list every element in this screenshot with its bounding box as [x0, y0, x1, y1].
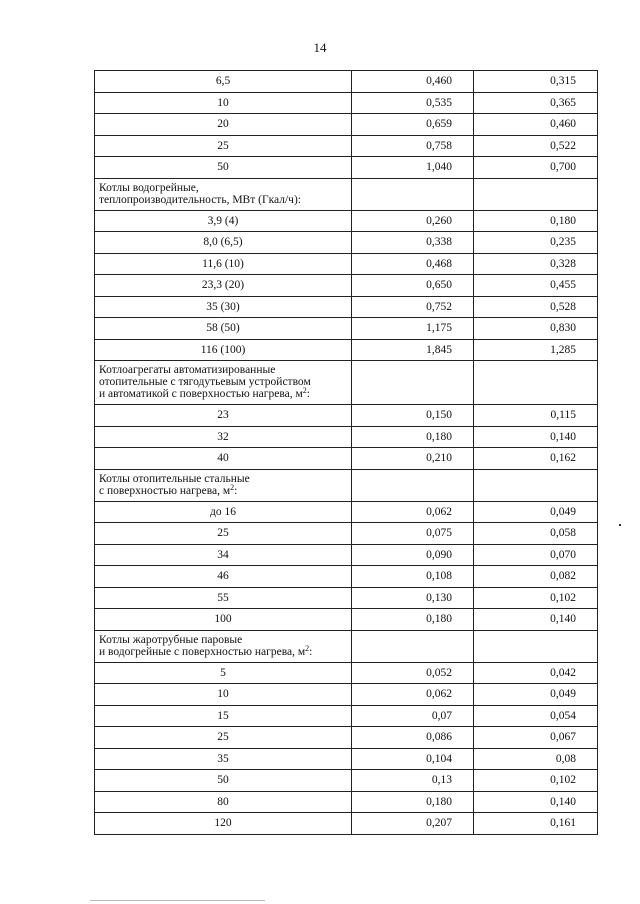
section-header-line: теплопроизводительность, МВт (Гкал/ч): [99, 193, 301, 206]
value-cell-col3: 0,140 [474, 609, 598, 631]
section-header-tail: : [234, 484, 238, 497]
section-header-line: с поверхностью нагрева, м [99, 484, 231, 497]
value-cell-col3: 0,180 [474, 210, 598, 232]
row-label-cell: 6,5 [95, 71, 352, 93]
section-header-row [95, 361, 598, 405]
value-cell-col3: 0,054 [474, 705, 598, 727]
value-cell-col3: 0,058 [474, 523, 598, 545]
value-cell-col2: 0,535 [352, 92, 474, 114]
row-label-cell: до 16 [95, 501, 352, 523]
value-cell-col3: 0,522 [474, 135, 598, 157]
row-label-cell: 25 [95, 135, 352, 157]
value-cell-col3: 0,082 [474, 566, 598, 588]
row-label-cell: 55 [95, 587, 352, 609]
row-label-cell: 10 [95, 684, 352, 706]
value-cell-col3: 0,365 [474, 92, 598, 114]
unit-superscript: 2 [302, 386, 307, 395]
section-header-row [95, 178, 598, 210]
section-header-line: и автоматикой с поверхностью нагрева, м [99, 388, 303, 400]
row-label-cell: 25 [95, 523, 352, 545]
row-label-cell: 50 [95, 770, 352, 792]
page-number: 14 [313, 40, 327, 55]
table-row [95, 813, 598, 835]
row-label-cell: 35 [95, 748, 352, 770]
value-cell-col3: 0,455 [474, 275, 598, 297]
section-header-label [95, 361, 352, 405]
value-cell-col3: 0,315 [474, 71, 598, 93]
value-cell-col2: 0,104 [352, 748, 474, 770]
table-row [95, 727, 598, 749]
value-cell-col2: 0,052 [352, 662, 474, 684]
section-header-tail: : [306, 388, 310, 400]
value-cell-col2: 0,180 [352, 426, 474, 448]
row-label-cell: 46 [95, 566, 352, 588]
value-cell-col2: 0,13 [352, 770, 474, 792]
unit-superscript: 2 [305, 643, 310, 653]
table-row [95, 448, 598, 470]
value-cell-col2: 0,180 [352, 609, 474, 631]
table-row [95, 232, 598, 254]
row-label-cell: 34 [95, 544, 352, 566]
value-cell-col3: 0,049 [474, 684, 598, 706]
value-cell-col3: 0,042 [474, 662, 598, 684]
row-label-cell: 11,6 (10) [95, 253, 352, 275]
row-label-cell: 23 [95, 405, 352, 427]
value-cell-col2: 0,752 [352, 296, 474, 318]
table-row [95, 587, 598, 609]
value-cell-col2: 0,207 [352, 813, 474, 835]
row-label-cell: 58 (50) [95, 318, 352, 340]
value-cell-col2: 0,150 [352, 405, 474, 427]
value-cell-col2: 0,086 [352, 727, 474, 749]
value-cell-col2: 0,062 [352, 501, 474, 523]
table-row [95, 426, 598, 448]
row-label-cell: 32 [95, 426, 352, 448]
table-row [95, 71, 598, 93]
table-row [95, 748, 598, 770]
row-label-cell: 35 (30) [95, 296, 352, 318]
value-cell-col2: 0,338 [352, 232, 474, 254]
row-label-cell: 3,9 (4) [95, 210, 352, 232]
value-cell-col2: 1,040 [352, 157, 474, 179]
table-row [95, 662, 598, 684]
value-cell-col2: 0,130 [352, 587, 474, 609]
table-row [95, 114, 598, 136]
value-cell-col2: 0,090 [352, 544, 474, 566]
empty-cell-col2 [352, 630, 474, 662]
table-row [95, 609, 598, 631]
row-label-cell: 15 [95, 705, 352, 727]
value-cell-col3: 0,700 [474, 157, 598, 179]
value-cell-col2: 0,075 [352, 523, 474, 545]
value-cell-col3: 0,115 [474, 405, 598, 427]
table-row [95, 157, 598, 179]
value-cell-col3: 0,08 [474, 748, 598, 770]
row-label-cell: 120 [95, 813, 352, 835]
value-cell-col3: 0,140 [474, 791, 598, 813]
value-cell-col2: 0,260 [352, 210, 474, 232]
section-header-row [95, 630, 598, 662]
value-cell-col3: 0,102 [474, 587, 598, 609]
value-cell-col2: 0,758 [352, 135, 474, 157]
value-cell-col3: 0,235 [474, 232, 598, 254]
value-cell-col2: 0,659 [352, 114, 474, 136]
value-cell-col3: 0,140 [474, 426, 598, 448]
value-cell-col2: 0,210 [352, 448, 474, 470]
table-row [95, 501, 598, 523]
scan-speck [619, 524, 621, 526]
table-row [95, 318, 598, 340]
value-cell-col2: 1,845 [352, 339, 474, 361]
section-header-label [95, 630, 352, 662]
table-row [95, 684, 598, 706]
empty-cell-col3 [474, 630, 598, 662]
row-label-cell: 25 [95, 727, 352, 749]
row-label-cell: 116 (100) [95, 339, 352, 361]
section-header-label [95, 469, 352, 501]
empty-cell-col3 [474, 469, 598, 501]
table-row [95, 566, 598, 588]
value-cell-col2: 0,108 [352, 566, 474, 588]
section-header-line: и водогрейные с поверхностью нагрева, м [99, 645, 306, 658]
value-cell-col3: 0,162 [474, 448, 598, 470]
table-row [95, 210, 598, 232]
section-header-label [95, 178, 352, 210]
row-label-cell: 80 [95, 791, 352, 813]
value-cell-col2: 0,062 [352, 684, 474, 706]
value-cell-col2: 0,460 [352, 71, 474, 93]
table-row [95, 791, 598, 813]
row-label-cell: 23,3 (20) [95, 275, 352, 297]
value-cell-col3: 0,070 [474, 544, 598, 566]
value-cell-col3: 0,049 [474, 501, 598, 523]
row-label-cell: 5 [95, 662, 352, 684]
section-header-line: Котлы водогрейные, [99, 181, 199, 194]
table-row [95, 275, 598, 297]
section-header-line: Котлы жаротрубные паровые [99, 633, 243, 646]
value-cell-col2: 0,07 [352, 705, 474, 727]
table-row [95, 405, 598, 427]
value-cell-col2: 0,468 [352, 253, 474, 275]
unit-superscript: 2 [230, 482, 235, 492]
value-cell-col3: 0,328 [474, 253, 598, 275]
table-row [95, 253, 598, 275]
table-row [95, 135, 598, 157]
table-row [95, 770, 598, 792]
empty-cell-col2 [352, 469, 474, 501]
empty-cell-col2 [352, 178, 474, 210]
value-cell-col3: 0,102 [474, 770, 598, 792]
empty-cell-col3 [474, 361, 598, 405]
value-cell-col2: 0,180 [352, 791, 474, 813]
table-row [95, 92, 598, 114]
value-cell-col3: 0,067 [474, 727, 598, 749]
empty-cell-col2 [352, 361, 474, 405]
value-cell-col3: 1,285 [474, 339, 598, 361]
table-row [95, 544, 598, 566]
section-header-tail: : [309, 645, 313, 658]
table-body [95, 71, 598, 835]
value-cell-col3: 0,528 [474, 296, 598, 318]
scan-edge-line [90, 900, 265, 901]
value-cell-col3: 0,830 [474, 318, 598, 340]
row-label-cell: 100 [95, 609, 352, 631]
empty-cell-col3 [474, 178, 598, 210]
table-row [95, 705, 598, 727]
table-row [95, 523, 598, 545]
row-label-cell: 50 [95, 157, 352, 179]
section-header-row [95, 469, 598, 501]
value-cell-col2: 0,650 [352, 275, 474, 297]
row-label-cell: 10 [95, 92, 352, 114]
table-row [95, 296, 598, 318]
row-label-cell: 40 [95, 448, 352, 470]
row-label-cell: 20 [95, 114, 352, 136]
row-label-cell: 8,0 (6,5) [95, 232, 352, 254]
section-header-line: Котлоагрегаты автоматизированные [99, 364, 276, 376]
coefficients-table [94, 70, 598, 835]
table-row [95, 339, 598, 361]
value-cell-col2: 1,175 [352, 318, 474, 340]
section-header-line: отопительные с тягодутьевым устройством [99, 376, 311, 388]
value-cell-col3: 0,460 [474, 114, 598, 136]
value-cell-col3: 0,161 [474, 813, 598, 835]
section-header-line: Котлы отопительные стальные [99, 472, 250, 485]
